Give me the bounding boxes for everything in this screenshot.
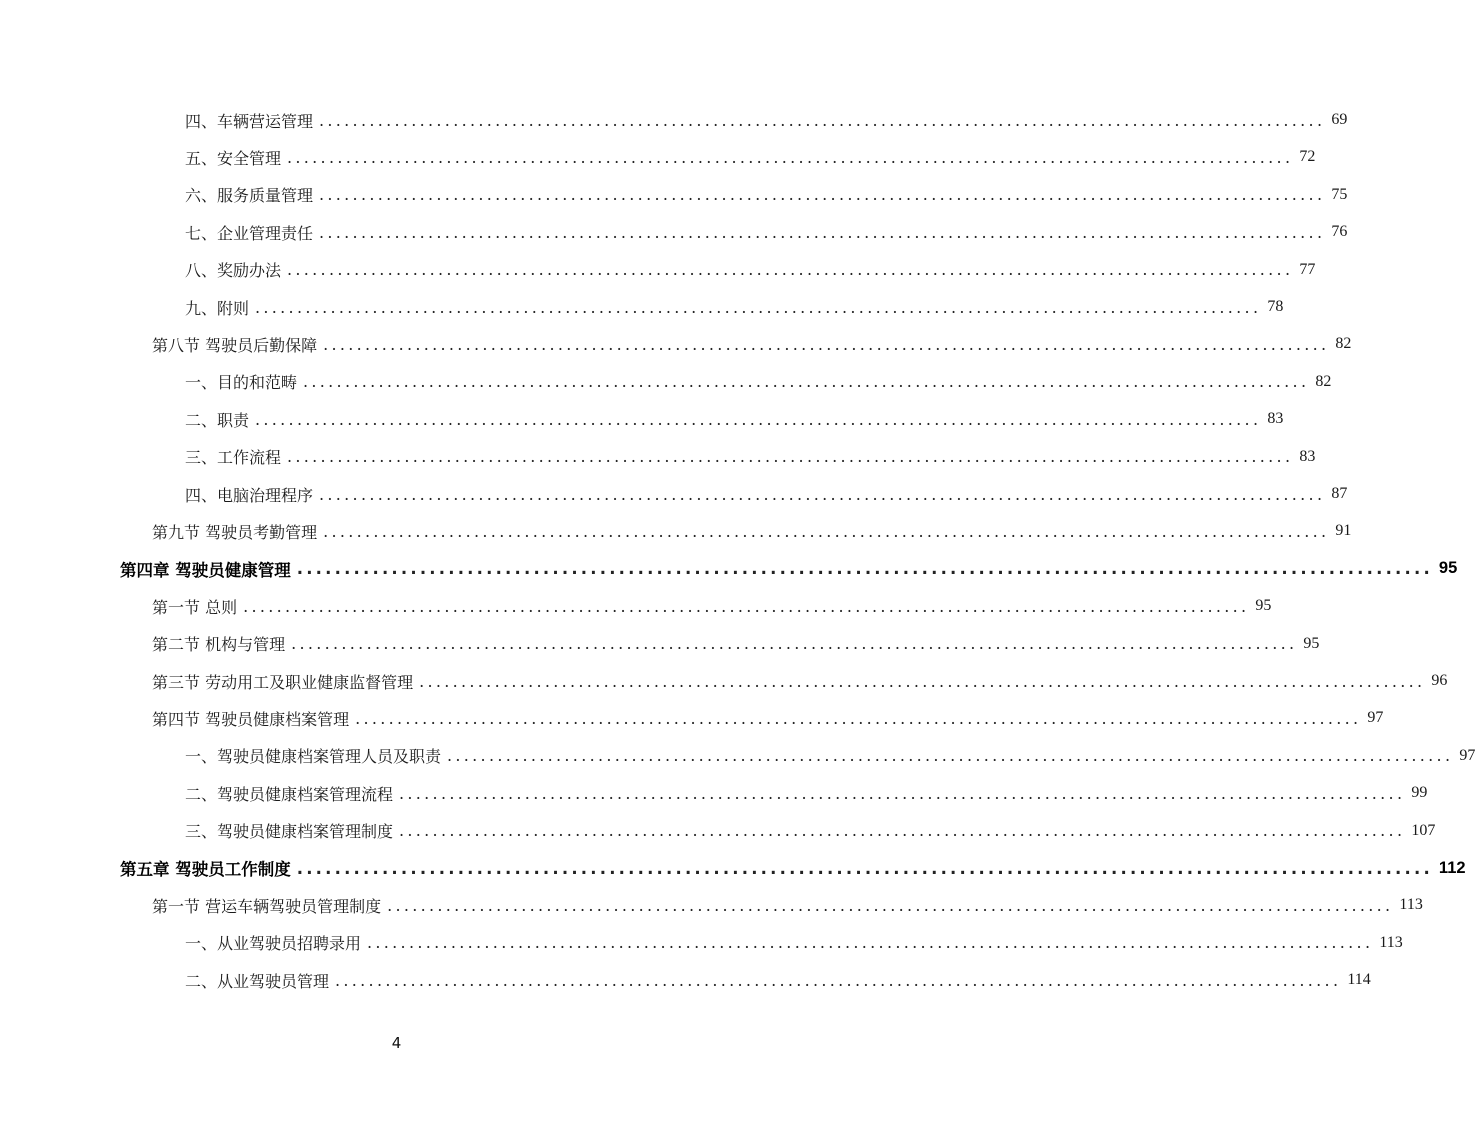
toc-entry-label: 六、服务质量管理 <box>185 186 314 206</box>
toc-leader-dots: ........................................................................................................................ <box>447 746 1454 766</box>
toc-entry-label: 一、驾驶员健康档案管理人员及职责 <box>185 747 442 767</box>
toc-leader-dots: ........................................................................................................................ <box>255 409 1262 429</box>
toc-leader-dots: ........................................................................................................................ <box>355 708 1362 728</box>
toc-entry[interactable] <box>152 631 1320 657</box>
toc-entry-page: 107 <box>1411 821 1436 839</box>
toc-entry-page: 113 <box>1399 896 1423 914</box>
toc-entry-page: 95 <box>1303 634 1320 652</box>
toc-leader-dots: ........................................................................................................................ <box>323 334 1330 354</box>
toc-leader-dots: ........................................................................................................................ <box>303 372 1310 392</box>
page-number: 4 <box>391 1034 402 1052</box>
toc-leader-dots: ........................................................................................................................ <box>319 185 1326 205</box>
toc-entry-page: 114 <box>1347 971 1371 989</box>
toc-entry-label: 四、车辆营运管理 <box>185 111 314 131</box>
toc-entry[interactable] <box>185 818 1436 844</box>
toc-leader-dots: ........................................................................................................................ <box>255 297 1262 317</box>
toc-entry-label: 三、工作流程 <box>185 448 282 468</box>
toc-entry-page: 78 <box>1267 298 1284 315</box>
toc-entry-label: 第一节 营运车辆驾驶员管理制度 <box>152 896 382 916</box>
toc-leader-dots: ........................................................................................................................ <box>319 110 1326 130</box>
toc-entry-label: 第二节 机构与管理 <box>152 635 286 655</box>
toc-entry-label: 二、职责 <box>185 410 250 430</box>
toc-entry-page: 112 <box>1438 858 1466 877</box>
toc-leader-dots: ........................................................................................................................ <box>319 484 1326 504</box>
toc-entry-label: 四、电脑治理程序 <box>185 485 314 505</box>
toc-entry-label: 二、驾驶员健康档案管理流程 <box>185 784 394 804</box>
toc-entry[interactable] <box>185 444 1316 470</box>
toc-entry-page: 76 <box>1331 223 1348 241</box>
toc-leader-dots: ........................................................................................................................ <box>287 447 1294 467</box>
toc-entry-page: 113 <box>1379 933 1403 951</box>
toc-leader-dots: ........................................................................................................................ <box>296 559 1433 579</box>
toc-leader-dots: ........................................................................................................................ <box>399 783 1406 803</box>
toc-entry-label: 二、从业驾驶员管理 <box>185 971 330 991</box>
toc-leader-dots: ........................................................................................................................ <box>243 596 1250 616</box>
toc-entry-label: 第三节 劳动用工及职业健康监督管理 <box>152 672 414 692</box>
toc-entry[interactable] <box>120 855 1466 881</box>
toc-entry-label: 一、从业驾驶员招聘录用 <box>185 934 362 954</box>
toc-entry-page: 91 <box>1335 522 1352 540</box>
toc-leader-dots: ........................................................................................................................ <box>419 671 1426 691</box>
toc-leader-dots: ........................................................................................................................ <box>287 260 1294 280</box>
toc-entry[interactable] <box>185 182 1348 208</box>
toc-entry-page: 72 <box>1299 148 1316 166</box>
toc-leader-dots: ........................................................................................................................ <box>367 933 1374 953</box>
toc-entry[interactable] <box>120 556 1458 582</box>
toc-entry[interactable] <box>152 705 1384 731</box>
toc-entry[interactable] <box>185 144 1316 170</box>
toc-entry[interactable] <box>185 743 1475 769</box>
toc-entry[interactable] <box>152 518 1352 544</box>
toc-entry-page: 83 <box>1299 447 1316 465</box>
toc-entry[interactable] <box>152 668 1448 694</box>
toc-entry-page: 82 <box>1335 335 1352 353</box>
toc-entry-page: 97 <box>1459 746 1475 764</box>
toc-entry-page: 83 <box>1267 410 1284 428</box>
toc-entry-page: 82 <box>1315 372 1332 390</box>
toc-entry-page: 95 <box>1438 559 1458 578</box>
toc-entry-label: 第四章 驾驶员健康管理 <box>120 560 291 580</box>
toc-entry[interactable] <box>185 294 1284 320</box>
toc-entry[interactable] <box>152 331 1352 357</box>
toc-entry-page: 69 <box>1331 111 1348 128</box>
toc-entry[interactable] <box>152 593 1272 619</box>
toc-entry-page: 77 <box>1299 260 1316 278</box>
toc-entry-label: 七、企业管理责任 <box>185 223 314 243</box>
toc-entry[interactable] <box>185 369 1332 395</box>
toc-entry-label: 第四节 驾驶员健康档案管理 <box>152 709 350 729</box>
toc-leader-dots: ........................................................................................................................ <box>287 147 1294 167</box>
toc-leader-dots: ........................................................................................................................ <box>296 858 1433 878</box>
toc-entry[interactable] <box>185 967 1371 993</box>
toc-entry-page: 97 <box>1367 709 1384 727</box>
toc-leader-dots: ........................................................................................................................ <box>319 222 1326 242</box>
toc-entry-label: 第五章 驾驶员工作制度 <box>120 860 291 879</box>
toc-entry-page: 99 <box>1411 784 1428 802</box>
toc-leader-dots: ........................................................................................................................ <box>399 821 1406 841</box>
toc-entry[interactable] <box>185 481 1348 507</box>
toc-entry-page: 95 <box>1255 597 1272 615</box>
toc-leader-dots: ........................................................................................................................ <box>335 970 1342 990</box>
toc-entry-page: 96 <box>1431 672 1448 689</box>
toc-entry[interactable] <box>185 406 1284 432</box>
toc-entry-label: 第八节 驾驶员后勤保障 <box>152 335 318 355</box>
toc-entry-label: 五、安全管理 <box>185 148 282 168</box>
toc-entry-page: 87 <box>1331 485 1348 502</box>
toc-leader-dots: ........................................................................................................................ <box>323 521 1330 541</box>
toc-entry[interactable] <box>152 892 1423 918</box>
toc-leader-dots: ........................................................................................................................ <box>387 895 1394 915</box>
toc-entry-label: 八、奖励办法 <box>185 261 282 281</box>
toc-entry-page: 75 <box>1331 185 1348 203</box>
toc-entry-label: 第一节 总则 <box>152 597 238 617</box>
toc-entry-label: 一、目的和范畴 <box>185 373 298 393</box>
toc-entry[interactable] <box>185 219 1348 245</box>
toc-entry[interactable] <box>185 257 1316 283</box>
toc-entry-label: 九、附则 <box>185 298 250 318</box>
toc-entry[interactable] <box>185 930 1403 956</box>
toc-entry[interactable] <box>185 780 1428 806</box>
toc-entry-label: 第九节 驾驶员考勤管理 <box>152 522 318 542</box>
toc-entry[interactable] <box>185 107 1348 133</box>
toc-entry-label: 三、驾驶员健康档案管理制度 <box>185 822 394 842</box>
toc-leader-dots: ........................................................................................................................ <box>291 634 1298 654</box>
